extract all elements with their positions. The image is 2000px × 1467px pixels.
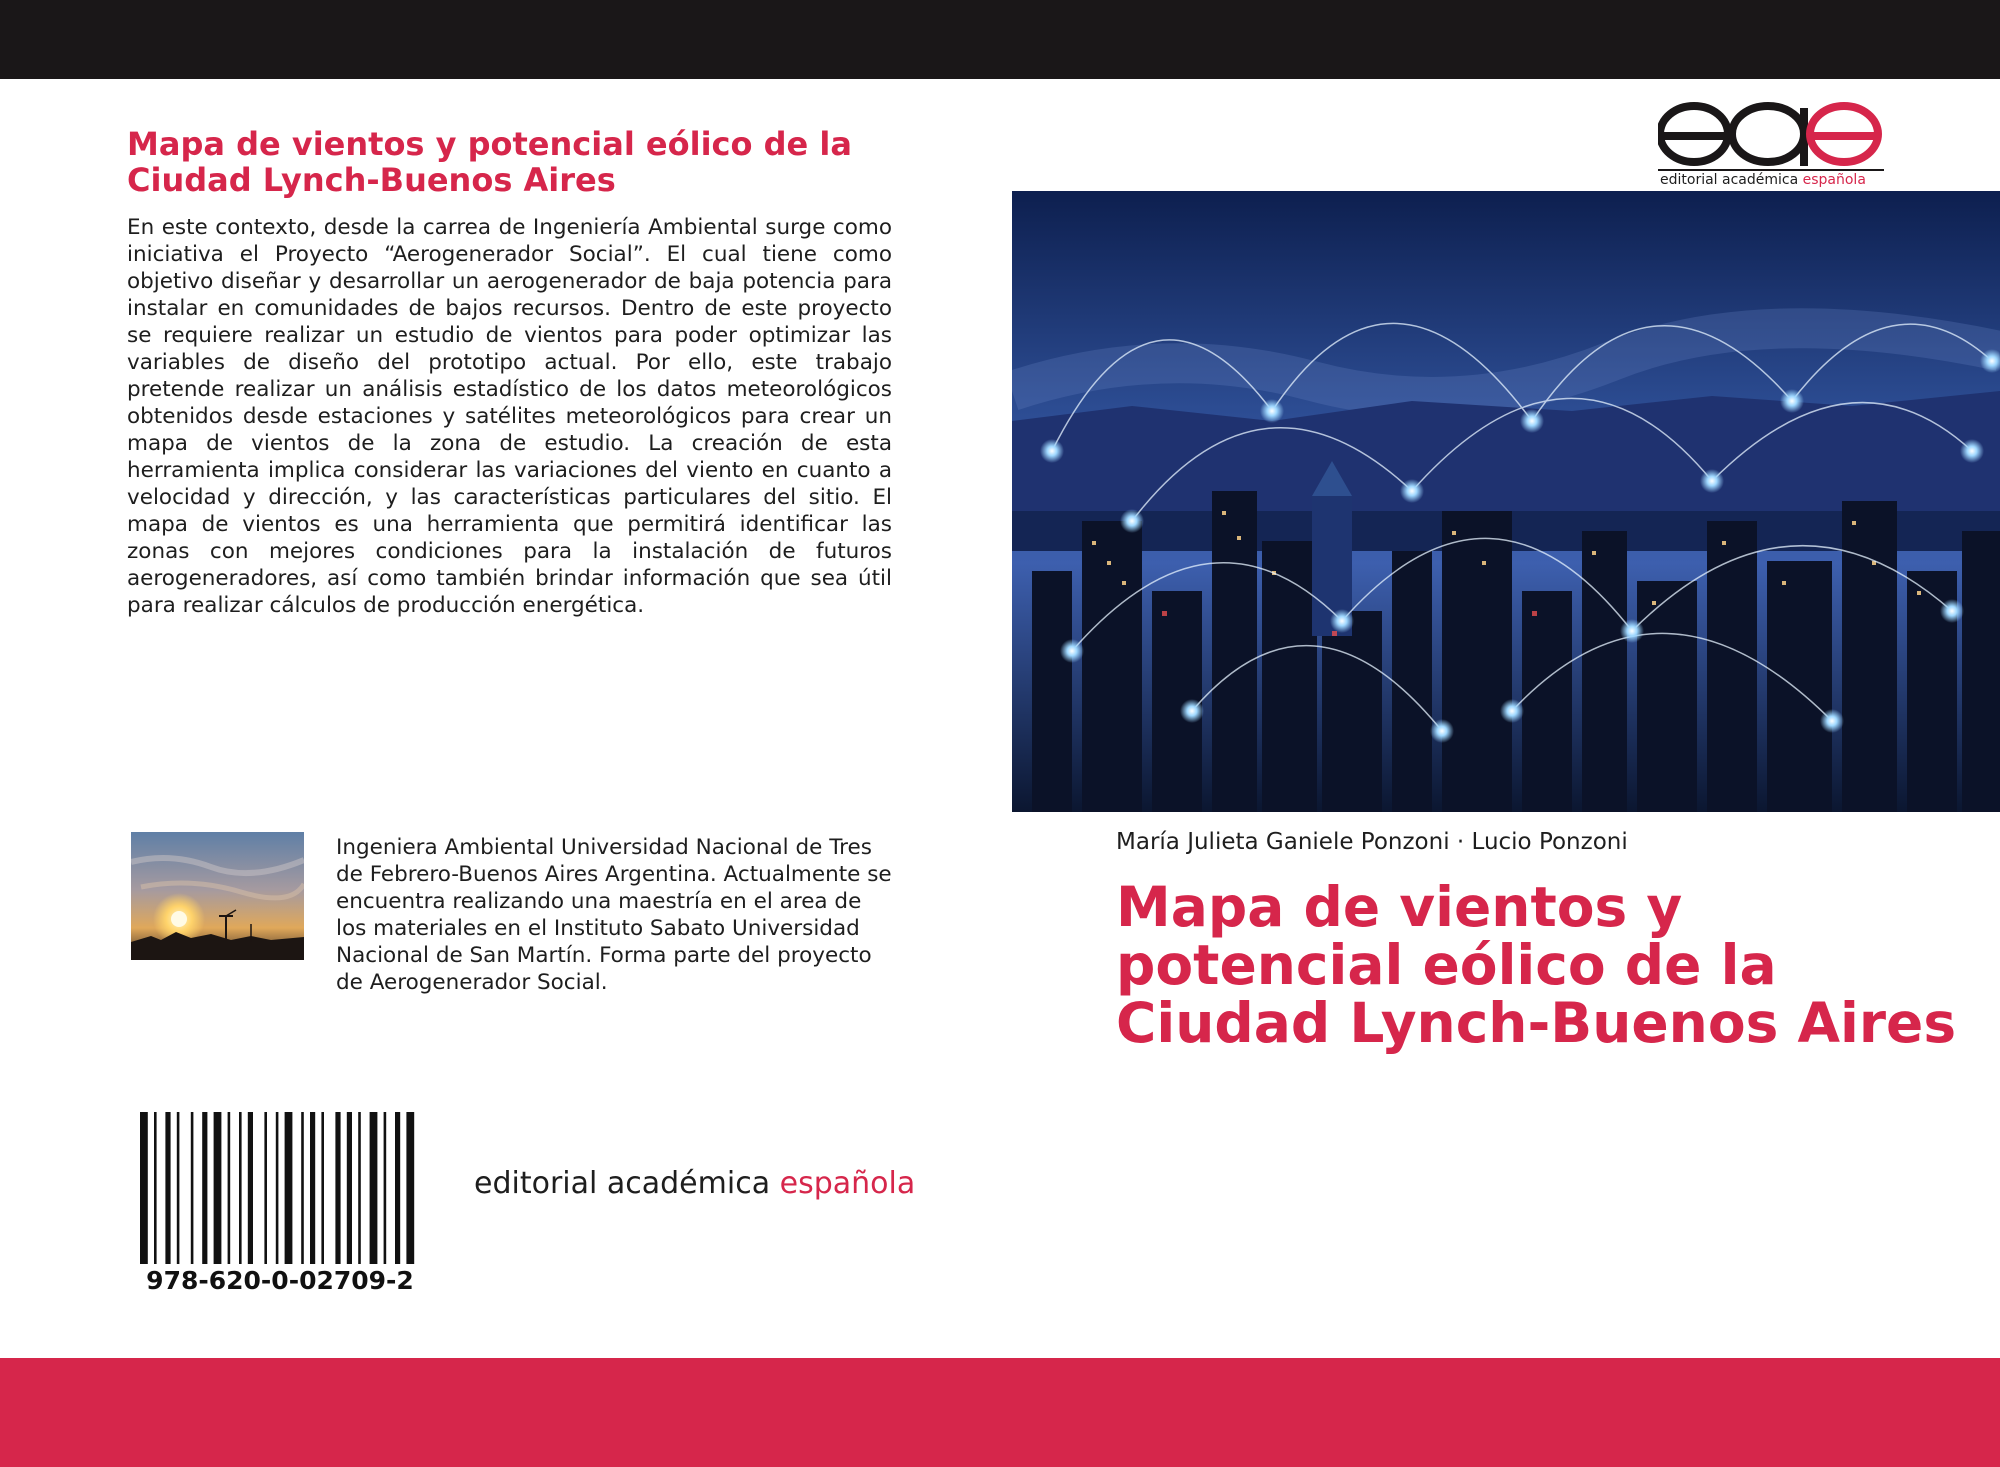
front-cover-title: Mapa de vientos y potencial eólico de la Ciudad Lynch-Buenos Aires xyxy=(1116,875,1957,1055)
logo-caption xyxy=(1660,172,1866,188)
back-cover-title: Mapa de vientos y potencial eólico de la Ciudad Lynch-Buenos Aires xyxy=(127,125,852,199)
cover-image xyxy=(1012,191,2000,812)
barcode xyxy=(140,1112,420,1264)
logo-caption-part2: española xyxy=(1802,172,1866,188)
isbn: 978-620-0-02709-2 xyxy=(146,1266,414,1295)
top-band xyxy=(0,0,2000,79)
back-cover-blurb: En este contexto, desde la carrea de Ingeniería Ambiental surge como iniciativa el Proyecto “Aerogenerador Social”. El cual tiene como objetivo diseñar y desarrollar un aerogenerador de baja potencia para instalar en comunidades de bajos recursos. Dentro de este proyecto se requiere realizar un estudio de vientos para poder optimizar las variables de diseño del prototipo actual. Por ello, este trabajo pretende realizar un análisis estadístico de los datos meteorológicos obtenidos desde estaciones y satélites meteorológicos para crear un mapa de vientos de la zona de estudio. La creación de esta herramienta implica considerar las variaciones del viento en cuanto a velocidad y dirección, y las características particulares del sitio. El mapa de vientos es una herramienta que permitirá identificar las zonas con mejores condiciones para la instalación de futuros aerogeneradores, así como también brindar información que sea útil para realizar cálculos de producción energética. xyxy=(127,215,892,618)
publisher-name-part1: editorial académica xyxy=(474,1166,771,1201)
logo-caption-part1: editorial académica xyxy=(1660,172,1799,188)
front-cover-authors: María Julieta Ganiele Ponzoni · Lucio Ponzoni xyxy=(1116,829,1628,855)
bottom-band xyxy=(0,1358,2000,1467)
publisher-name-part2: española xyxy=(779,1166,916,1201)
author-photo xyxy=(131,832,304,960)
publisher-name xyxy=(474,1166,915,1201)
author-bio: Ingeniera Ambiental Universidad Nacional de Tres de Febrero-Buenos Aires Argentina. Actualmente se encuentra realizando una maestría en el area de los materiales en el Instituto Sabato Universidad Nacional de San Martín. Forma parte del proyecto de Aerogenerador Social. xyxy=(336,835,892,995)
